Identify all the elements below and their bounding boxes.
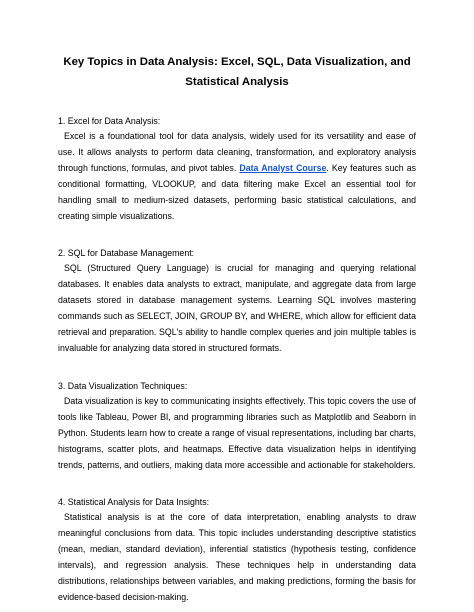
section-sql [58,246,416,356]
title-line-2: Statistical Analysis [185,76,289,88]
section-heading: 2. SQL for Database Management: [58,248,195,259]
section-data-visualization [58,379,416,474]
section-body [58,129,416,224]
section-body: Statistical analysis is at the core of data interpretation, enabling analysts to draw meaningful conclusions from data. This topic includes understanding descriptive statistics (mean, median, standard deviation), inferential statistics (hypothesis testing, confidence intervals), and regression analysis. These techniques help in understanding data distributions, relationships between variables, and making predictions, forming the basis for evidence-based decision-making. [58,512,416,602]
title-line-1: Key Topics in Data Analysis: Excel, SQL, Data Visualization, and [63,56,411,68]
section-body: Data visualization is key to communicating insights effectively. This topic covers the use of tools like Tableau, Power BI, and programming libraries such as Matplotlib and Seaborn in Python. Students learn how to create a range of visual representations, including bar charts, histograms, scatter plots, and heatmaps. Effective data visualization helps in identifying trends, patterns, and outliers, making data more accessible and actionable for stakeholders. [58,395,416,470]
section-heading: 3. Data Visualization Techniques: [58,380,188,391]
section-excel [58,114,416,224]
section-heading: 4. Statistical Analysis for Data Insights: [58,497,210,508]
document-title [58,52,416,92]
section-statistical-analysis [58,495,416,605]
data-analyst-course-link[interactable]: Data Analyst Course [239,162,327,173]
section-body: SQL (Structured Query Language) is crucial for managing and querying relational databases. It enables data analysts to extract, manipulate, and aggregate data from large datasets stored in database management systems. Learning SQL involves mastering commands such as SELECT, JOIN, GROUP BY, and WHERE, which allow for efficient data retrieval and preparation. SQL's ability to handle complex queries and join multiple tables is invaluable for analyzing data stored in structured formats. [58,263,416,353]
section-text: Excel is a foundational tool for data analysis, widely used for its versatility and ease of use. It allows analysts to perform data cleaning, transformation, and exploratory analysis through functions, formulas, and pivot tables. [58,131,416,173]
section-heading: 1. Excel for Data Analysis: [58,116,161,126]
section-text: . Key features such as conditional formatting, VLOOKUP, and data filtering make Excel an essential tool for handling small to medium-sized datasets, performing basic statistical calculations, and creating simple visualizations. [58,162,417,221]
